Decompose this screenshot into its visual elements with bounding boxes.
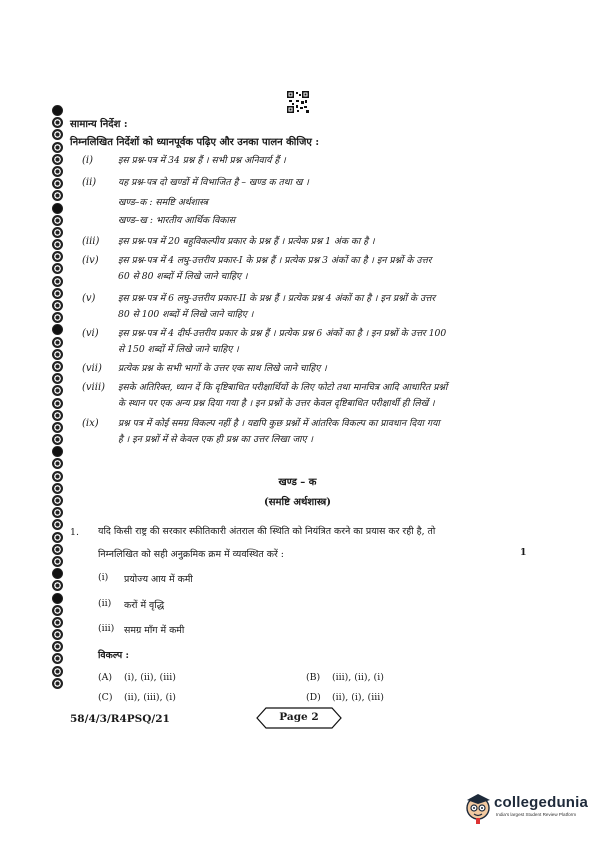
margin-circle <box>52 105 63 116</box>
margin-circle <box>52 349 63 360</box>
margin-circle <box>52 203 63 214</box>
margin-circle <box>52 178 63 189</box>
question-number: 1. <box>70 527 79 538</box>
item-text: प्रयोज्य आय में कमी <box>124 574 193 585</box>
margin-circle <box>52 215 63 226</box>
option-text: (i), (ii), (iii) <box>124 672 176 683</box>
margin-circle <box>52 678 63 689</box>
option-key: (B) <box>306 672 321 683</box>
options-label: विकल्प : <box>98 650 129 661</box>
margin-circle <box>52 312 63 323</box>
instruction-num: (iii) <box>82 236 100 247</box>
instruction-text: खण्ड–क : समष्टि अर्थशास्त्र <box>118 197 208 208</box>
margin-circle <box>52 593 63 604</box>
instruction-num: (iv) <box>82 255 99 266</box>
margin-circle <box>52 544 63 555</box>
instruction-num: (v) <box>82 293 96 304</box>
margin-circle <box>52 154 63 165</box>
margin-circle <box>52 653 63 664</box>
option-text: (ii), (iii), (i) <box>124 692 176 703</box>
instruction-text: है । इन प्रश्नों में से केवल एक ही प्रश्न का उत्तर लिखा जाए । <box>118 434 314 445</box>
margin-circle <box>52 117 63 128</box>
margin-circle <box>52 190 63 201</box>
question-text-line: निम्नलिखित को सही अनुक्रमिक क्रम में व्यवस्थित करें : <box>98 549 284 560</box>
instruction-text: इसके अतिरिक्त, ध्यान दें कि दृष्टिबाधित परीक्षार्थियों के लिए फोटो तथा मानचित्र आदि आधारित प्रश्नों <box>118 382 448 393</box>
section-subtitle: (समष्टि अर्थशास्त्र) <box>264 497 331 508</box>
instruction-text: इस प्रश्न-पत्र में 34 प्रश्न हैं । सभी प्रश्न अनिवार्य हैं । <box>118 155 286 166</box>
item-num: (iii) <box>98 623 115 634</box>
margin-circle <box>52 446 63 457</box>
option-text: (iii), (ii), (i) <box>332 672 384 683</box>
margin-circle <box>52 239 63 250</box>
instruction-text: से 150 शब्दों में लिखे जाने चाहिए । <box>118 344 239 355</box>
margin-circle <box>52 629 63 640</box>
margin-circle <box>52 605 63 616</box>
instruction-num: (viii) <box>82 382 106 393</box>
margin-circle <box>52 519 63 530</box>
margin-circle <box>52 617 63 628</box>
page-number: Page 2 <box>279 711 319 723</box>
margin-circle <box>52 361 63 372</box>
instruction-text: इस प्रश्न-पत्र में 6 लघु-उत्तरीय प्रकार-II के प्रश्न हैं । प्रत्येक प्रश्न 4 अंकों का है । इन प्रश्नों के उत्तर <box>118 293 436 304</box>
margin-circle <box>52 410 63 421</box>
margin-circle <box>52 556 63 567</box>
margin-circle <box>52 434 63 445</box>
instruction-text: प्रत्येक प्रश्न के सभी भागों के उत्तर एक साथ लिखे जाने चाहिए । <box>118 363 327 374</box>
option-key: (A) <box>98 672 113 683</box>
margin-circle <box>52 251 63 262</box>
margin-circle <box>52 300 63 311</box>
margin-circle <box>52 166 63 177</box>
margin-circle <box>52 373 63 384</box>
brand-tagline: India's largest Student Review Platform <box>496 812 577 817</box>
instruction-text: 80 से 100 शब्दों में लिखे जाने चाहिए । <box>118 309 254 320</box>
instruction-num: (vii) <box>82 363 102 374</box>
instruction-num: (i) <box>82 155 94 166</box>
instruction-text: के स्थान पर एक अन्य प्रश्न दिया गया है । इन प्रश्नों के उत्तर केवल दृष्टिबाधित परीक्षार्थी ही लिखें । <box>118 398 435 409</box>
page-number-box <box>256 707 342 729</box>
margin-circle <box>52 276 63 287</box>
question-text-line: यदि किसी राष्ट्र की सरकार स्फीतिकारी अंतराल की स्थिति को नियंत्रित करने का प्रयास कर रही है, तो <box>98 526 436 537</box>
instruction-num: (ix) <box>82 418 99 429</box>
margin-circle <box>52 641 63 652</box>
option-text: (ii), (i), (iii) <box>332 692 384 703</box>
instruction-num: (ii) <box>82 177 97 188</box>
paper-code: 58/4/3/R4PSQ/21 <box>70 713 170 725</box>
instruction-text: इस प्रश्न-पत्र में 4 दीर्घ-उत्तरीय प्रकार के प्रश्न हैं । प्रत्येक प्रश्न 6 अंकों का है । इन प्रश्नों के उत्तर 100 <box>118 328 447 339</box>
instruction-text: इस प्रश्न-पत्र में 20 बहुविकल्पीय प्रकार के प्रश्न हैं । प्रत्येक प्रश्न 1 अंक का है । <box>118 236 375 247</box>
section-title: खण्ड – क <box>278 477 317 488</box>
margin-circle <box>52 227 63 238</box>
qr-code <box>287 91 309 113</box>
margin-circle <box>52 532 63 543</box>
item-text: समग्र माँग में कमी <box>124 625 185 636</box>
general-instructions-heading: सामान्य निर्देश : <box>70 119 128 130</box>
instruction-text: प्रश्न पत्र में कोई समग्र विकल्प नहीं है । यद्यपि कुछ प्रश्नों में आंतरिक विकल्प का प्रावधान दिया गया <box>118 418 440 429</box>
margin-circle-column <box>52 105 66 690</box>
collegedunia-logo <box>462 788 588 828</box>
margin-circle <box>52 263 63 274</box>
item-num: (ii) <box>98 598 112 609</box>
mascot-icon <box>462 788 494 826</box>
item-text: करों में वृद्धि <box>124 600 165 611</box>
read-carefully-line: निम्नलिखित निर्देशों को ध्यानपूर्वक पढ़िए और उनका पालन कीजिए : <box>70 137 320 148</box>
option-key: (C) <box>98 692 113 703</box>
margin-circle <box>52 129 63 140</box>
option-key: (D) <box>306 692 321 703</box>
margin-circle <box>52 666 63 677</box>
margin-circle <box>52 324 63 335</box>
margin-circle <box>52 422 63 433</box>
instruction-text: यह प्रश्न-पत्र दो खण्डों में विभाजित है – खण्ड क तथा ख । <box>118 177 309 188</box>
margin-circle <box>52 580 63 591</box>
margin-circle <box>52 288 63 299</box>
instruction-text: खण्ड–ख : भारतीय आर्थिक विकास <box>118 215 236 226</box>
margin-circle <box>52 458 63 469</box>
brand-name: collegedunia <box>494 794 589 811</box>
margin-circle <box>52 568 63 579</box>
margin-circle <box>52 385 63 396</box>
margin-circle <box>52 142 63 153</box>
margin-circle <box>52 398 63 409</box>
margin-circle <box>52 507 63 518</box>
margin-circle <box>52 337 63 348</box>
question-marks: 1 <box>520 547 527 558</box>
instruction-num: (vi) <box>82 328 99 339</box>
instruction-text: 60 से 80 शब्दों में लिखे जाने चाहिए । <box>118 271 248 282</box>
item-num: (i) <box>98 572 109 583</box>
instruction-text: इस प्रश्न-पत्र में 4 लघु-उत्तरीय प्रकार-I के प्रश्न हैं । प्रत्येक प्रश्न 3 अंकों का है । इन प्रश्नों के उत्तर <box>118 255 432 266</box>
